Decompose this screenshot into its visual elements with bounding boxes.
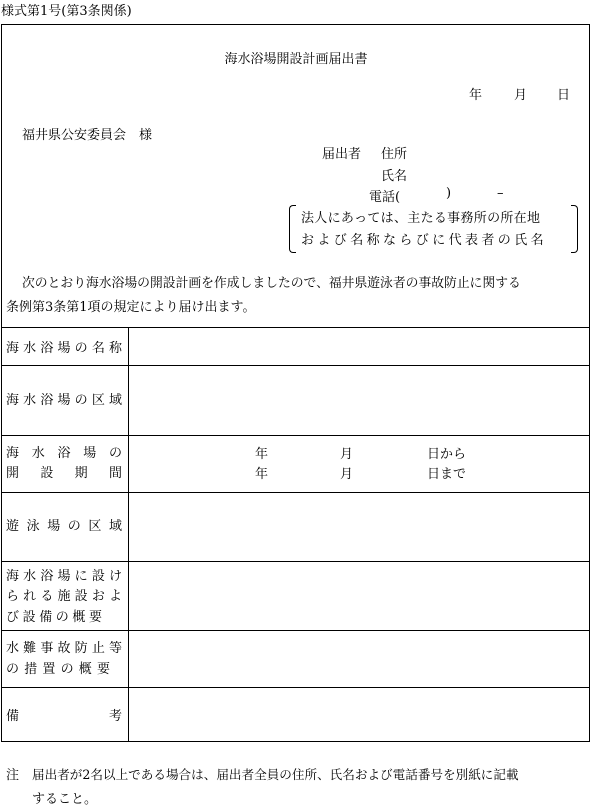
remarks-label: 備考 — [6, 709, 122, 724]
beach-area-label: 海水浴場の区域 — [6, 393, 122, 408]
name-label: 氏名 — [381, 169, 408, 184]
safety-label-line1: 水難事故防止等 — [6, 641, 122, 656]
safety-label-line2: の措置の概要 — [6, 662, 116, 677]
corp-note-bracket — [289, 205, 578, 253]
phone-paren-close: ) — [446, 186, 452, 201]
facilities-label-line1: 海水浴場に設け — [6, 569, 122, 584]
addressee: 福井県公安委員会 様 — [22, 128, 153, 143]
period-from-month: 月 — [340, 447, 354, 462]
note-line1: 届出者が2名以上である場合は、届出者全員の住所、氏名および電話番号を別紙に記載 — [32, 767, 519, 782]
period-to-suffix: 日まで — [427, 467, 467, 482]
table-divider — [1, 365, 590, 366]
intro-text-line1: 次のとおり海水浴場の開設計画を作成しましたので、福井県遊泳者の事故防止に関する — [22, 276, 521, 291]
right-bracket-icon — [571, 205, 578, 253]
intro-text-line2: 条例第3条第1項の規定により届け出ます。 — [6, 300, 256, 315]
period-label-line2: 開設期間 — [6, 466, 122, 481]
table-divider — [1, 492, 590, 493]
date-month-label: 月 — [514, 88, 528, 103]
filer-label: 届出者 — [322, 147, 362, 162]
address-label: 住所 — [381, 147, 408, 162]
note-line2: すること。 — [32, 792, 98, 807]
form-title: 海水浴場開設計画届出書 — [224, 52, 368, 67]
swim-area-label: 遊泳場の区域 — [6, 519, 122, 534]
phone-label: 電話( — [369, 190, 401, 205]
period-label-line1: 海水浴場の — [6, 446, 122, 461]
table-column-divider — [128, 327, 129, 741]
form-number: 様式第1号(第3条関係) — [1, 4, 132, 19]
facilities-label-line3: び設備の概要 — [6, 610, 106, 625]
corp-note-line1: 法人にあっては、主たる事務所の所在地 — [301, 211, 541, 226]
beach-name-label: 海水浴場の名称 — [6, 341, 122, 356]
table-divider — [1, 630, 590, 631]
period-to-year: 年 — [255, 467, 269, 482]
table-divider — [1, 687, 590, 688]
date-day-label: 日 — [557, 88, 571, 103]
table-divider — [1, 435, 590, 436]
table-divider — [1, 327, 590, 328]
date-year-label: 年 — [469, 88, 483, 103]
left-bracket-icon — [289, 205, 296, 253]
note-mark: 注 — [6, 768, 20, 783]
period-from-suffix: 日から — [427, 447, 467, 462]
period-from-year: 年 — [255, 447, 269, 462]
period-to-month: 月 — [340, 467, 354, 482]
corp-note-line2: および名称ならびに代表者の氏名 — [301, 233, 548, 248]
facilities-label-line2: られる施設およ — [6, 589, 122, 604]
phone-dash: – — [497, 186, 504, 201]
table-divider — [1, 561, 590, 562]
